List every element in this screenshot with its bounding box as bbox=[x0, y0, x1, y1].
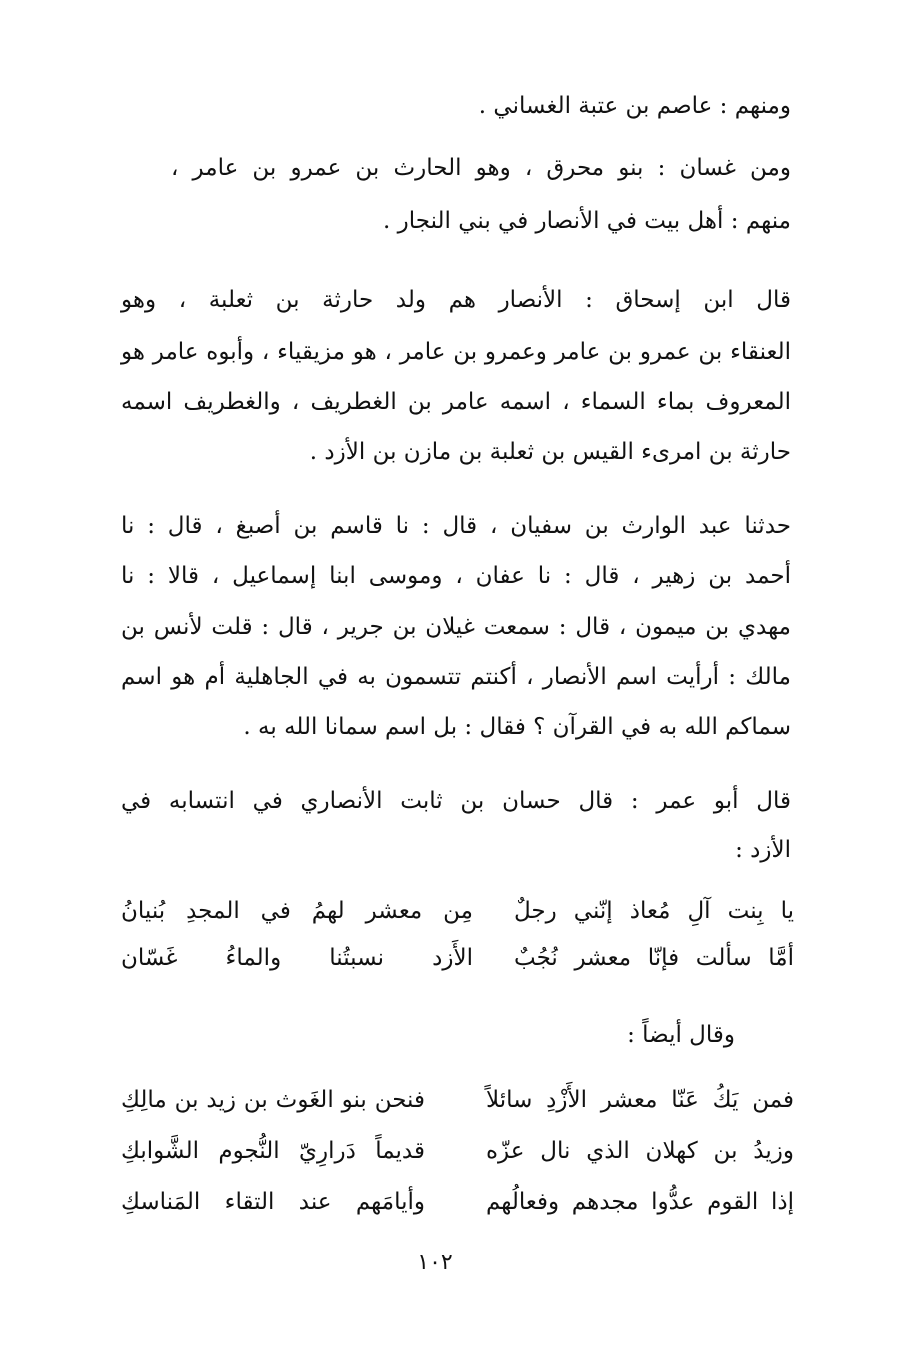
text-line: مهدي بن ميمون ، قال : سمعت غيلان بن جرير ، قال : قلت لأنس بن bbox=[121, 614, 791, 640]
text-line: العنقاء بن عمرو بن عامر وعمرو بن عامر ، هو مزيقياء ، وأبوه عامر هو bbox=[121, 339, 791, 365]
poem-second-hemistich: الأَزد نسبتُنا والماءُ غَسّان bbox=[121, 945, 473, 971]
poem-second-hemistich: مِن معشر لهمُ في المجدِ بُنيانُ bbox=[121, 898, 473, 924]
text-line: قال أبو عمر : قال حسان بن ثابت الأنصاري في انتسابه في bbox=[121, 788, 791, 814]
poem-first-hemistich: وزيدُ بن كهلان الذي نال عزّه bbox=[486, 1138, 794, 1164]
text-line: الأزد : bbox=[735, 837, 791, 863]
text-line: المعروف بماء السماء ، اسمه عامر بن الغطريف ، والغطريف اسمه bbox=[121, 389, 791, 415]
page-number: ١٠٢ bbox=[417, 1250, 453, 1275]
poem-second-hemistich: وأيامَهم عند التقاء المَناسكِ bbox=[121, 1189, 425, 1215]
text-line: قال ابن إسحاق : الأنصار هم ولد حارثة بن ثعلبة ، وهو bbox=[121, 287, 791, 313]
poem-first-hemistich: يا بِنت آلِ مُعاذ إنّني رجلٌ bbox=[514, 898, 794, 924]
text-line: ومنهم : عاصم بن عتبة الغساني . bbox=[478, 93, 791, 119]
poem-second-hemistich: قديماً دَرارِيّ النُّجوم الشَّوابكِ bbox=[121, 1138, 425, 1164]
text-line: ومن غسان : بنو محرق ، وهو الحارث بن عمرو بن عامر ، bbox=[171, 155, 791, 181]
text-line: سماكم الله به في القرآن ؟ فقال : بل اسم سمانا الله به . bbox=[243, 714, 791, 740]
text-line: وقال أيضاً : bbox=[627, 1022, 735, 1048]
text-line: حارثة بن امرىء القيس بن ثعلبة بن مازن بن الأزد . bbox=[309, 439, 791, 465]
poem-first-hemistich: فمن يَكُ عَنّا معشر الأَزْدِ سائلاً bbox=[486, 1087, 794, 1113]
text-line: أحمد بن زهير ، قال : نا عفان ، وموسى ابنا إسماعيل ، قالا : نا bbox=[121, 563, 791, 589]
text-line: منهم : أهل بيت في الأنصار في بني النجار . bbox=[382, 208, 791, 234]
text-line: مالك : أرأيت اسم الأنصار ، أكنتم تتسمون به في الجاهلية أم هو اسم bbox=[121, 664, 791, 690]
poem-first-hemistich: أمَّا سألت فإنّا معشر نُجُبٌ bbox=[514, 945, 794, 971]
text-line: حدثنا عبد الوارث بن سفيان ، قال : نا قاسم بن أصبغ ، قال : نا bbox=[121, 513, 791, 539]
poem-second-hemistich: فنحن بنو الغَوث بن زيد بن مالِكِ bbox=[121, 1087, 425, 1113]
poem-first-hemistich: إذا القوم عدُّوا مجدهم وفعالُهم bbox=[486, 1189, 794, 1215]
